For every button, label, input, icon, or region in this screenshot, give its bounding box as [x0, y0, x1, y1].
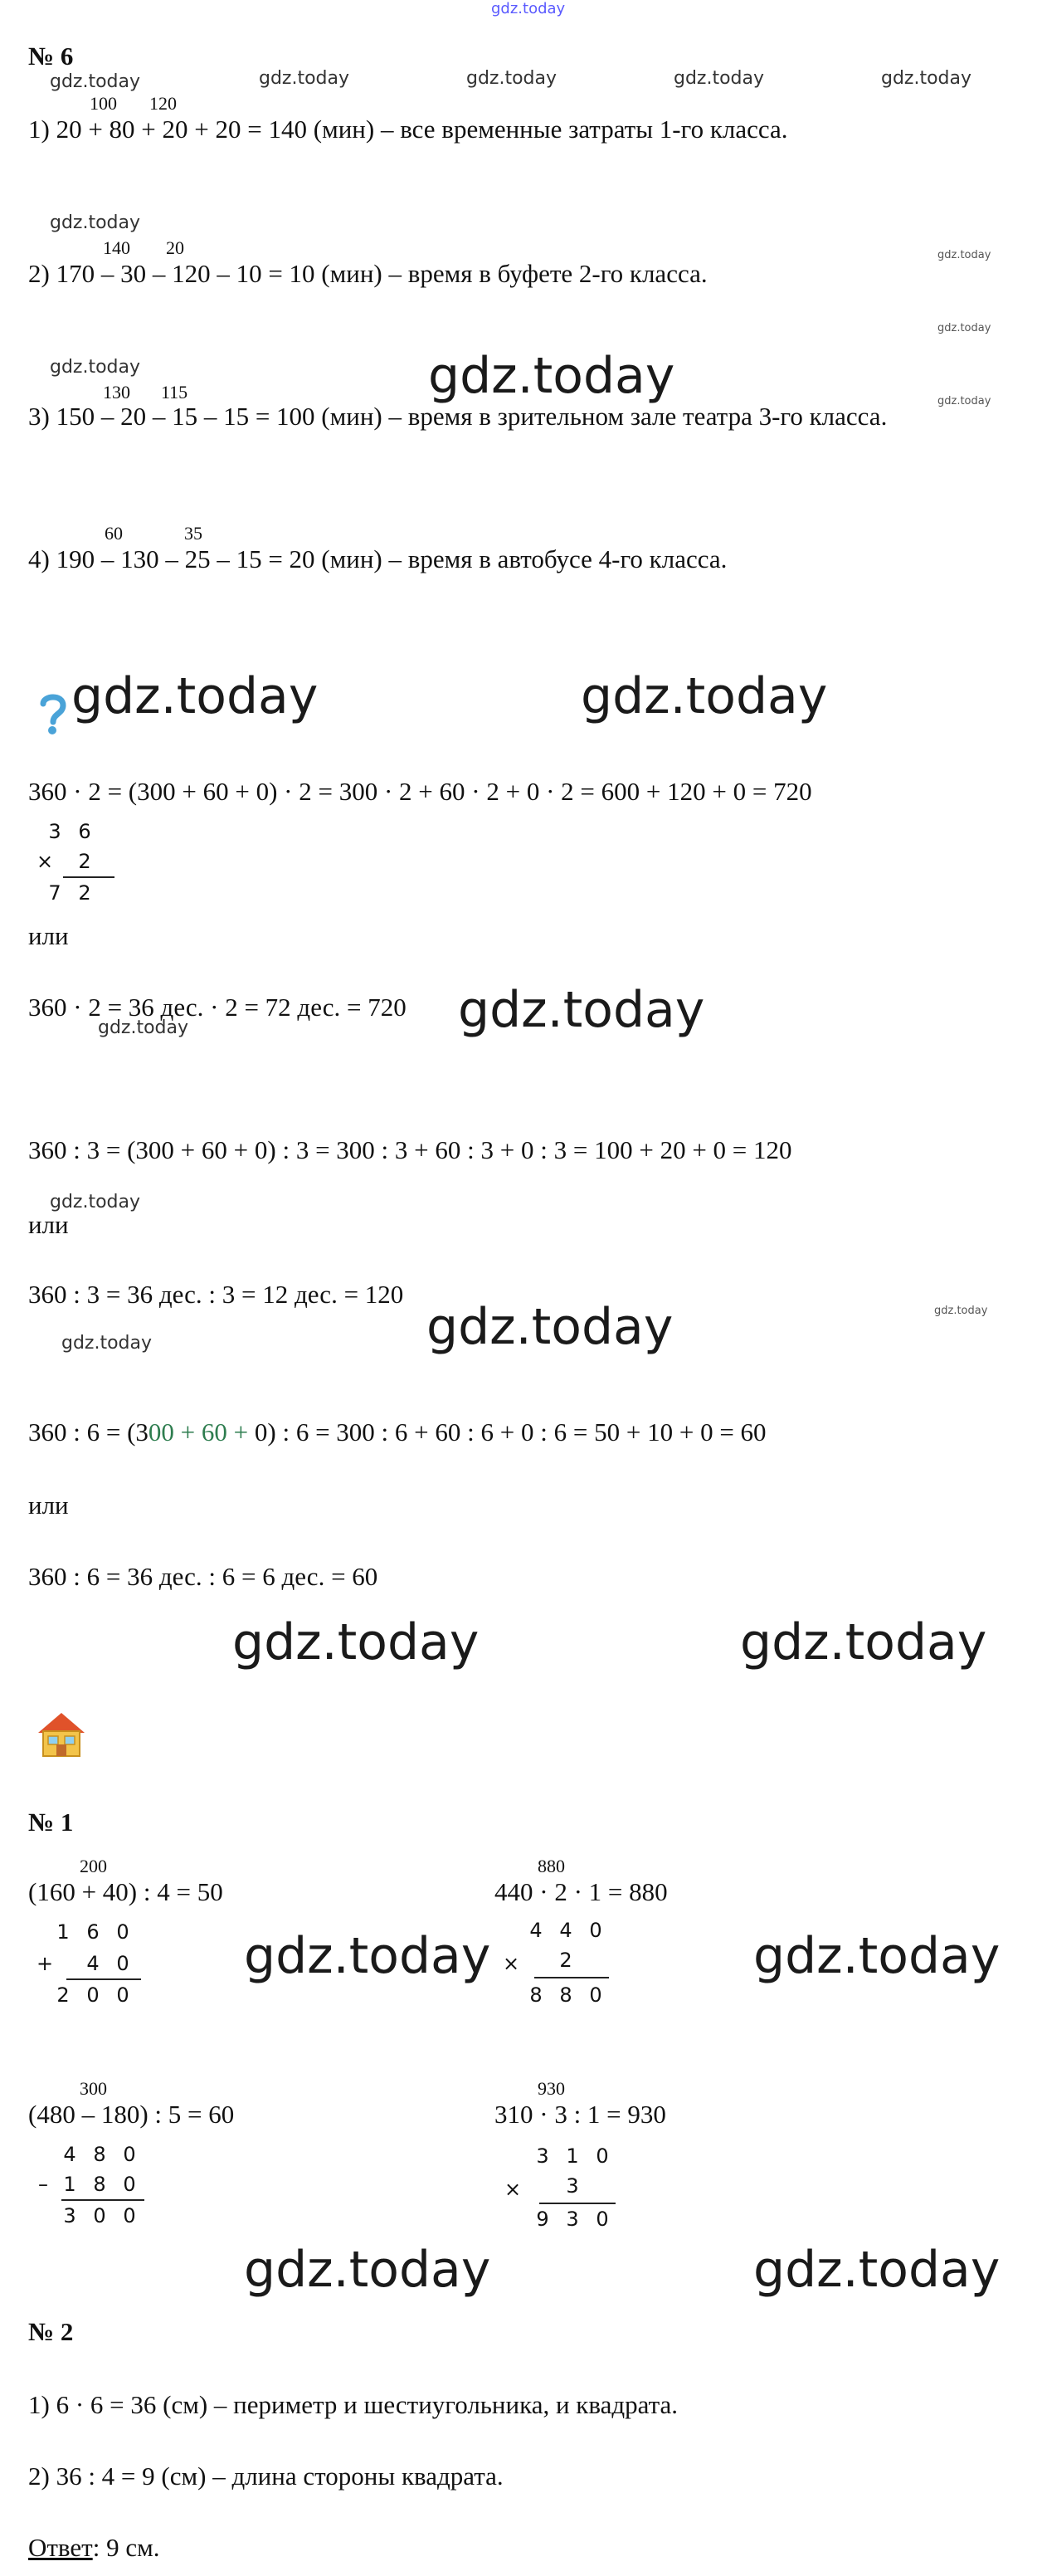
intermediate-result: 880: [538, 1856, 565, 1876]
column-rule: [63, 876, 114, 878]
watermark: gdz.today: [753, 1927, 1001, 1985]
column-operator: ×: [503, 1952, 520, 1975]
watermark: gdz.today: [581, 667, 828, 725]
watermark: gdz.today: [259, 68, 350, 89]
column-result: 8 8 0: [529, 1983, 602, 2007]
column-result: 9 3 0: [536, 2208, 609, 2231]
task-6-line-3: 3) 150 – 20 – 15 – 15 = 100 (мин) – время в зрительном зале театра 3-го класса.: [28, 402, 888, 431]
column-operator: ×: [504, 2178, 522, 2201]
column-number-top: 3 1 0: [536, 2144, 609, 2168]
task-1-heading: № 1: [28, 1808, 74, 1837]
task-1-expression-c: (480 – 180) : 5 = 60: [28, 2100, 235, 2129]
watermark: gdz.today: [753, 2241, 1001, 2299]
intermediate-result: 20: [166, 237, 184, 258]
watermark: gdz.today: [244, 2241, 491, 2299]
task-1-expression-d: 310 · 3 : 1 = 930: [494, 2100, 666, 2129]
watermark: gdz.today: [71, 667, 319, 725]
intermediate-result: 115: [161, 382, 188, 402]
answer-value: : 9 см.: [92, 2533, 160, 2562]
task-1-expression-a: (160 + 40) : 4 = 50: [28, 1877, 223, 1906]
intermediate-result: 35: [184, 523, 202, 544]
column-number-top: 3 6: [48, 820, 91, 843]
intermediate-result: 120: [149, 93, 177, 114]
column-rule: [539, 2203, 616, 2204]
watermark: gdz.today: [491, 0, 566, 17]
column-number-top: 4 8 0: [63, 2143, 136, 2166]
column-rule: [534, 1977, 609, 1978]
task-6-line-2: 2) 170 – 30 – 120 – 10 = 10 (мин) – время в буфете 2-го класса.: [28, 259, 708, 288]
watermark: gdz.today: [50, 212, 141, 233]
task-2-line-1: 1) 6 · 6 = 36 (см) – периметр и шестиугольника, и квадрата.: [28, 2390, 679, 2419]
house-icon: [37, 1711, 86, 1758]
watermark: gdz.today: [232, 1613, 480, 1671]
watermark: gdz.today: [881, 68, 972, 89]
or-text: или: [28, 921, 69, 950]
column-number-bottom: 2: [78, 850, 91, 873]
question-mark-icon: [37, 692, 70, 735]
column-operator: ×: [37, 850, 54, 873]
watermark: gdz.today: [458, 981, 705, 1039]
watermark: gdz.today: [61, 1333, 153, 1354]
task-6-line-1: 1) 20 + 80 + 20 + 20 = 140 (мин) – все временные затраты 1-го класса.: [28, 115, 788, 144]
watermark: gdz.today: [937, 322, 991, 334]
column-operator: –: [38, 2173, 48, 2196]
task-2-answer: [28, 2533, 159, 2563]
intermediate-result: 200: [80, 1856, 107, 1876]
watermark: gdz.today: [674, 68, 765, 89]
watermark: gdz.today: [244, 1927, 491, 1985]
math-line: 360 : 6 = (300 + 60 + 0) : 6 = 300 : 6 + 60 : 6 + 0 : 6 = 50 + 10 + 0 = 60: [28, 1417, 767, 1447]
intermediate-result: 930: [538, 2078, 565, 2099]
watermark: gdz.today: [937, 249, 991, 261]
task-6-heading: № 6: [28, 41, 74, 71]
math-line: 360 : 3 = (300 + 60 + 0) : 3 = 300 : 3 + 60 : 3 + 0 : 3 = 100 + 20 + 0 = 120: [28, 1135, 792, 1164]
column-result: 7 2: [48, 881, 91, 905]
watermark: gdz.today: [934, 1305, 988, 1317]
watermark: gdz.today: [50, 357, 141, 378]
watermark: gdz.today: [466, 68, 558, 89]
intermediate-result: 60: [105, 523, 123, 544]
math-line: 360 · 2 = (300 + 60 + 0) · 2 = 300 · 2 + 60 · 2 + 0 · 2 = 600 + 120 + 0 = 720: [28, 777, 812, 806]
column-number-bottom: 4 0: [86, 1952, 129, 1975]
watermark: gdz.today: [50, 1192, 141, 1212]
watermark: gdz.today: [937, 395, 991, 407]
watermark: gdz.today: [426, 1298, 674, 1356]
task-6-line-4: 4) 190 – 130 – 25 – 15 = 20 (мин) – время в автобусе 4-го класса.: [28, 544, 728, 573]
task-2-heading: № 2: [28, 2317, 74, 2346]
watermark: gdz.today: [50, 71, 141, 92]
or-text: или: [28, 1490, 69, 1520]
column-number-top: 1 6 0: [56, 1920, 129, 1944]
column-rule: [66, 1978, 141, 1980]
task-2-line-2: 2) 36 : 4 = 9 (см) – длина стороны квадрата.: [28, 2461, 504, 2491]
column-operator: +: [37, 1952, 54, 1975]
watermark: gdz.today: [428, 347, 675, 405]
column-result: 3 0 0: [63, 2204, 136, 2227]
column-number-top: 4 4 0: [529, 1919, 602, 1942]
intermediate-result: 300: [80, 2078, 107, 2099]
intermediate-result: 140: [103, 237, 130, 258]
task-1-expression-b: 440 · 2 · 1 = 880: [494, 1877, 668, 1906]
answer-label: Ответ: [28, 2533, 93, 2562]
intermediate-result: 100: [90, 93, 117, 114]
watermark: gdz.today: [740, 1613, 987, 1671]
watermark: gdz.today: [98, 1017, 189, 1038]
math-line: 360 : 3 = 36 дес. : 3 = 12 дес. = 120: [28, 1280, 404, 1309]
column-number-bottom: 1 8 0: [63, 2173, 136, 2196]
column-rule: [61, 2199, 144, 2201]
math-line: 360 · 2 = 36 дес. · 2 = 72 дес. = 720: [28, 993, 407, 1022]
or-text: или: [28, 1210, 69, 1239]
column-number-bottom: 2: [559, 1949, 572, 1972]
math-line: 360 : 6 = 36 дес. : 6 = 6 дес. = 60: [28, 1562, 378, 1591]
column-number-bottom: 3: [566, 2174, 579, 2198]
column-result: 2 0 0: [56, 1983, 129, 2007]
intermediate-result: 130: [103, 382, 130, 402]
